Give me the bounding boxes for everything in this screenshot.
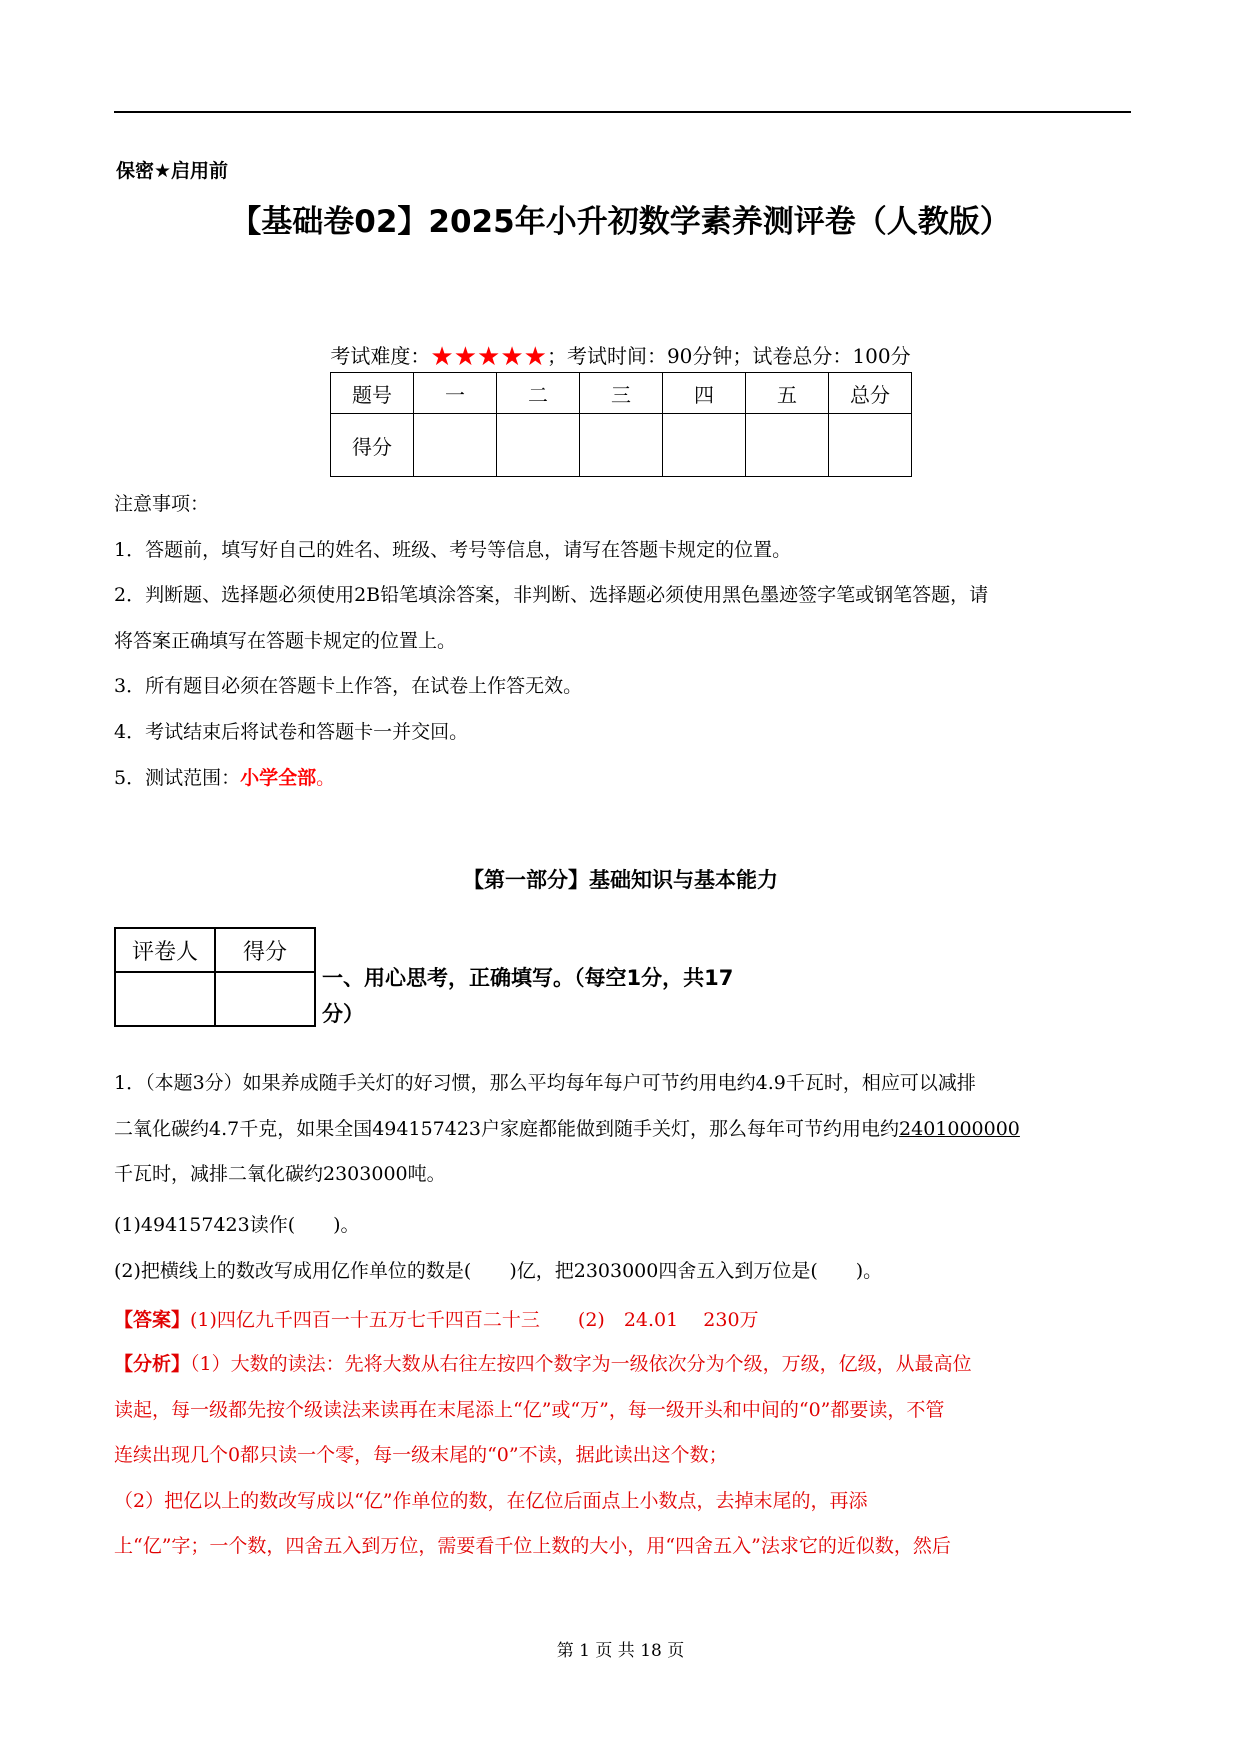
note-item: 4．考试结束后将试卷和答题卡一并交回。 [114, 720, 469, 743]
score-cell [746, 414, 829, 477]
score-table [330, 372, 912, 477]
question-1-stem [114, 1061, 1134, 1198]
section-heading-line: 一、用心思考，正确填写。（每空1分，共17 [322, 966, 734, 990]
answer-text: (1)四亿九千四百一十五万七千四百二十三 (2) 24.01 230万 [190, 1309, 759, 1331]
confidential-label: 保密★启用前 [116, 160, 229, 182]
analysis-line: 上“亿”字；一个数，四舍五入到万位，需要看千位上数的大小，用“四舍五入”法求它的近似数，然后 [114, 1535, 951, 1557]
note-item: 1．答题前，填写好自己的姓名、班级、考号等信息，请写在答题卡规定的位置。 [114, 538, 792, 561]
score-header-cell: 题号 [331, 373, 414, 414]
answer-line [114, 1298, 1134, 1344]
score-header-cell: 二 [497, 373, 580, 414]
analysis-text: （1）大数的读法：先将大数从右往左按四个数字为一级依次分为个级，万级，亿级，从最高位 [190, 1353, 972, 1375]
score-header-cell: 一 [414, 373, 497, 414]
section-heading [322, 960, 862, 1032]
subquestion-1: (1)494157423读作( )。 [114, 1214, 360, 1236]
score-table-header-row [331, 373, 912, 414]
score-cell [414, 414, 497, 477]
score-header-cell: 三 [580, 373, 663, 414]
top-rule [114, 111, 1131, 113]
part-title: 【第一部分】基础知识与基本能力 [463, 868, 778, 892]
analysis-line: （2）把亿以上的数改写成以“亿”作单位的数，在亿位后面点上小数点，去掉末尾的，再添 [114, 1489, 868, 1512]
grader-table [114, 927, 316, 1027]
notes-section [114, 482, 1134, 801]
scope-value: 小学全部 [240, 766, 317, 789]
note-item: 将答案正确填写在答题卡规定的位置上。 [114, 629, 457, 652]
page-footer: 第 1 页 共 18 页 [556, 1641, 685, 1661]
note-item: 3．所有题目必须在答题卡上作答，在试卷上作答无效。 [114, 675, 583, 698]
notes-heading: 注意事项： [114, 493, 210, 515]
grader-score-label: 得分 [215, 928, 315, 972]
score-cell [580, 414, 663, 477]
score-row-label: 得分 [331, 414, 414, 477]
note-item-scope [114, 756, 1134, 802]
analysis-line: 连续出现几个0都只读一个零，每一级末尾的“0”不读，据此读出这个数； [114, 1444, 728, 1466]
difficulty-label: 考试难度： [330, 344, 431, 368]
exam-title: 【基础卷02】2025年小升初数学素养测评卷（人教版） [230, 204, 1011, 240]
question-line: 千瓦时，减排二氧化碳约2303000吨。 [114, 1163, 446, 1185]
grader-cell [115, 972, 215, 1026]
question-text: 二氧化碳约4.7千克，如果全国494157423户家庭都能做到随手关灯，那么每年可节约用电约 [114, 1117, 900, 1140]
subquestion-2: (2)把横线上的数改写成用亿作单位的数是( )亿，把2303000四舍五入到万位是( )。 [114, 1259, 883, 1282]
difficulty-stars-icon: ★★★★★ [430, 342, 547, 372]
grader-label: 评卷人 [115, 928, 215, 972]
exam-info-line [0, 340, 1241, 372]
answer-label: 【答案】 [114, 1309, 191, 1331]
exam-time-score: ；考试时间：90分钟；试卷总分：100分 [546, 344, 911, 368]
score-cell [497, 414, 580, 477]
score-header-cell: 四 [663, 373, 746, 414]
analysis-line [114, 1342, 1134, 1388]
score-cell [663, 414, 746, 477]
score-table-score-row [331, 414, 912, 477]
note-item: 2．判断题、选择题必须使用2B铅笔填涂答案，非判断、选择题必须使用黑色墨迹签字笔或钢笔答题，请 [114, 584, 989, 607]
question-line [114, 1107, 1134, 1153]
underlined-number: 2401000000 [899, 1117, 1020, 1140]
score-header-cell: 五 [746, 373, 829, 414]
section-heading-line: 分） [322, 1002, 364, 1026]
score-header-cell: 总分 [829, 373, 912, 414]
question-1-subparts [114, 1203, 1134, 1294]
grader-header-row [115, 928, 315, 972]
grader-blank-row [115, 972, 315, 1026]
scope-label: 5．测试范围： [114, 766, 241, 789]
score-cell [829, 414, 912, 477]
analysis-block [114, 1342, 1134, 1570]
analysis-line: 读起，每一级都先按个级读法来读再在末尾添上“亿”或“万”，每一级开头和中间的“0”都要读，不管 [114, 1398, 945, 1421]
grader-cell [215, 972, 315, 1026]
analysis-label: 【分析】 [114, 1353, 191, 1375]
answer-block [114, 1298, 1134, 1344]
scope-suffix: 。 [316, 766, 336, 789]
question-line: 1．（本题3分）如果养成随手关灯的好习惯，那么平均每年每户可节约用电约4.9千瓦时，相应可以减排 [114, 1072, 976, 1094]
